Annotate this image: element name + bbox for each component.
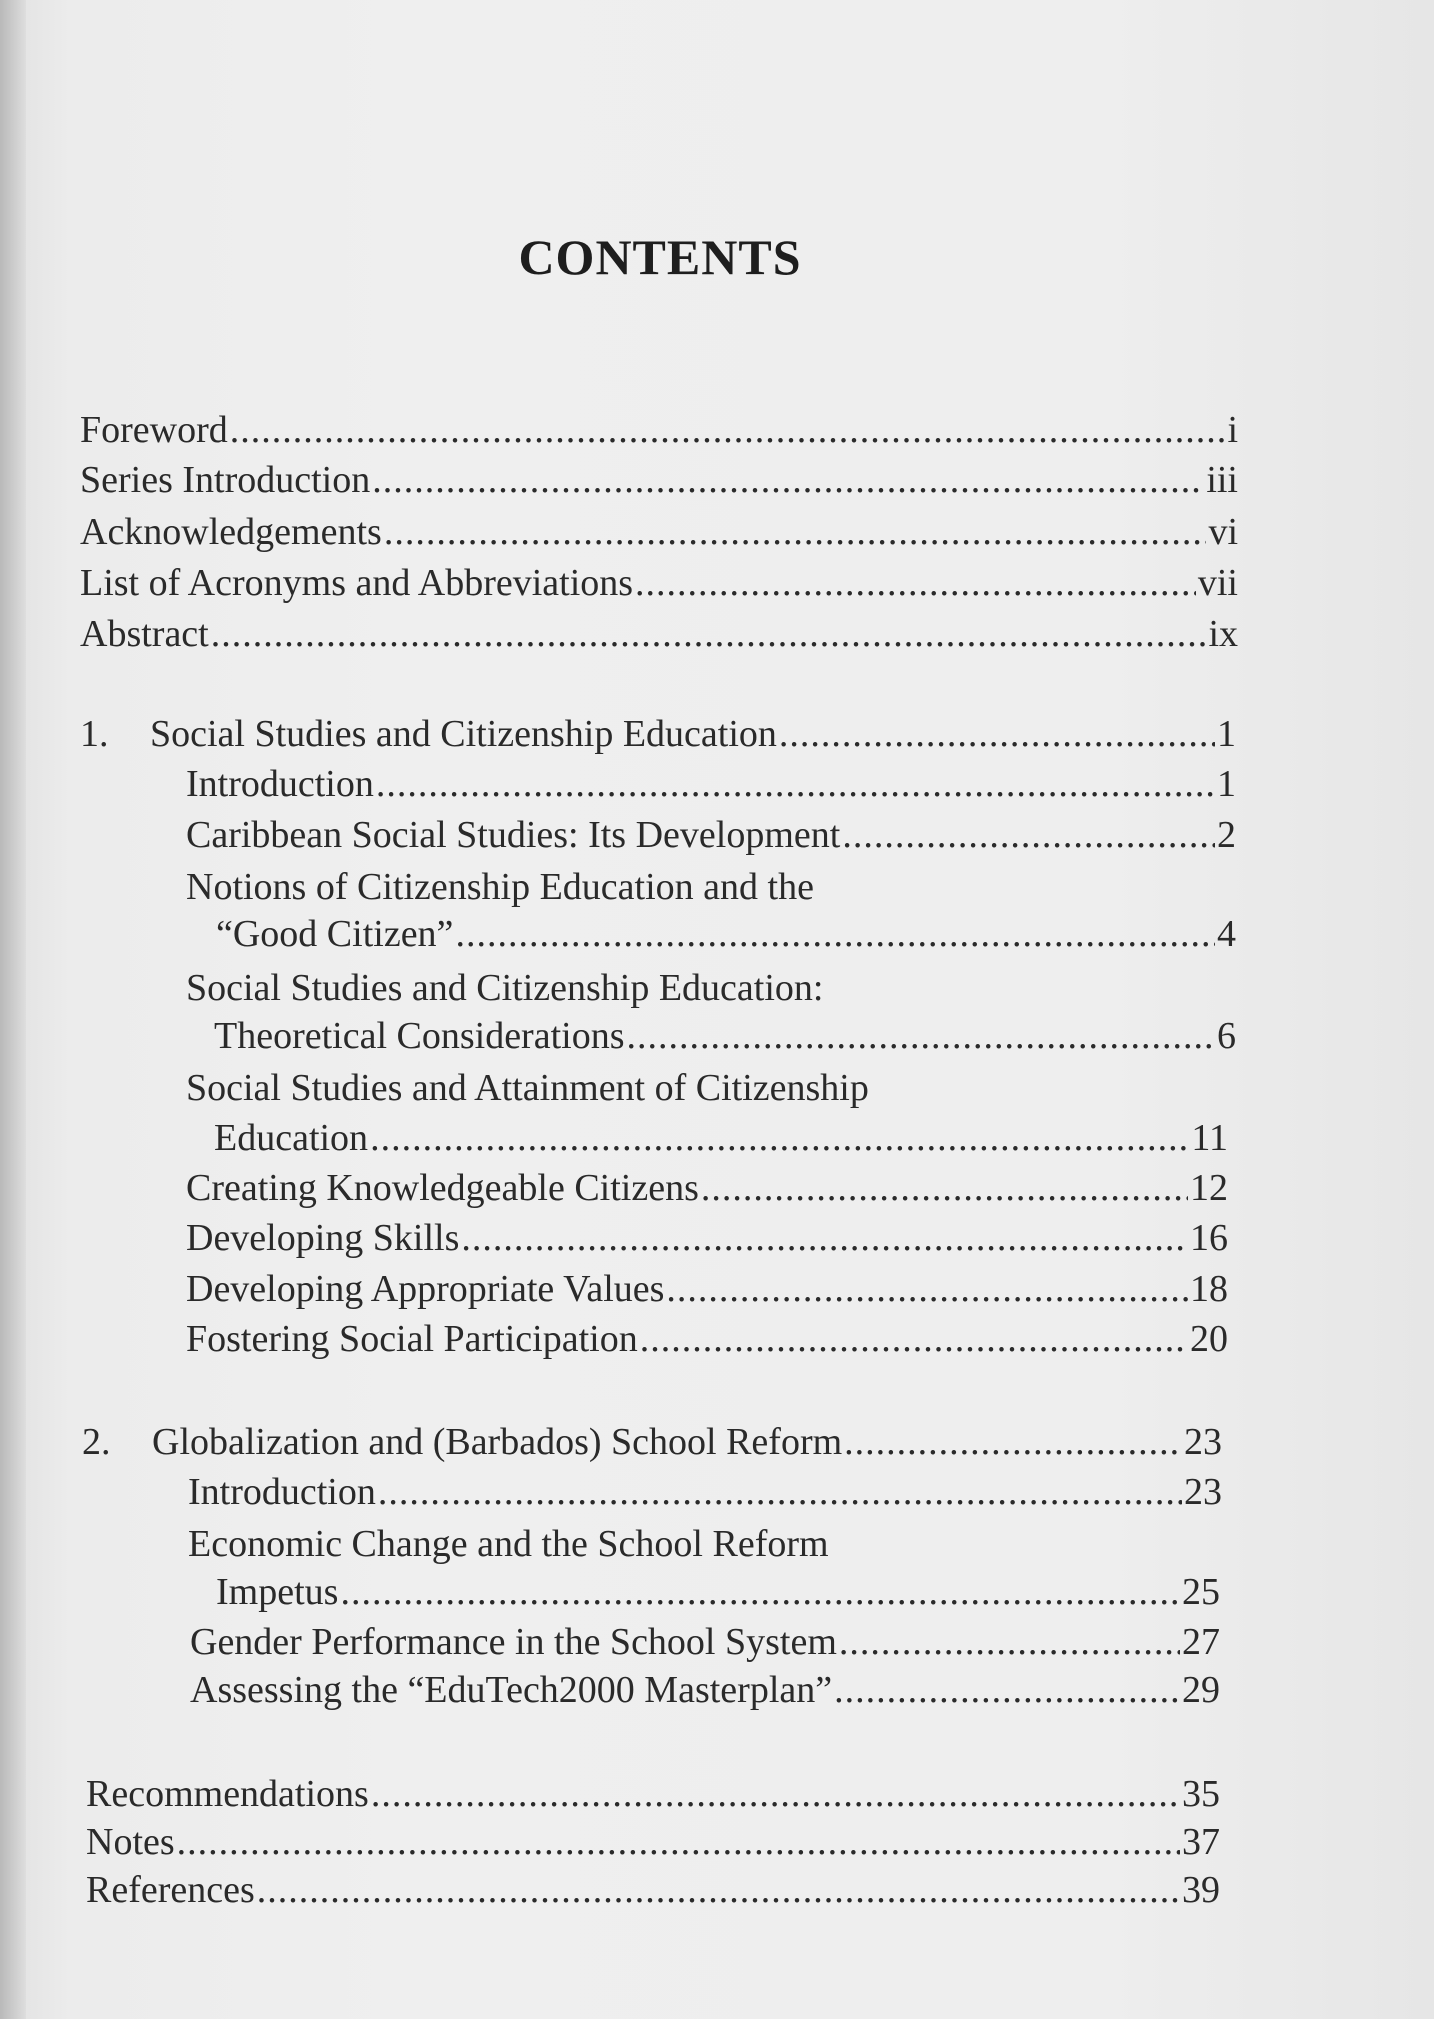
toc-entry-label: Education	[214, 1117, 369, 1159]
toc-section-caribbean-social-studies[interactable]	[186, 813, 1236, 857]
toc-entry-notes[interactable]	[86, 1820, 1220, 1864]
toc-section-label-line: Notions of Citizenship Education and the	[186, 866, 814, 908]
toc-page-number: i	[1227, 409, 1238, 451]
dot-leader	[834, 1668, 1180, 1712]
toc-page-number: 20	[1190, 1318, 1228, 1360]
toc-section-knowledgeable-citizens[interactable]	[186, 1166, 1228, 1210]
toc-page-number: iii	[1206, 459, 1238, 501]
toc-chapter-2[interactable]	[82, 1420, 1222, 1464]
toc-page-number: 4	[1217, 913, 1236, 955]
toc-entry-label: Gender Performance in the School System	[190, 1621, 837, 1663]
chapter-number: 2.	[82, 1421, 111, 1463]
toc-section-social-participation[interactable]	[186, 1317, 1228, 1361]
toc-section-theoretical-considerations[interactable]	[214, 1014, 1236, 1058]
toc-page-number: vi	[1208, 511, 1238, 553]
toc-entry-label: Series Introduction	[80, 459, 371, 501]
dot-leader	[372, 458, 1204, 502]
toc-page-number: 23	[1184, 1471, 1222, 1513]
dot-leader	[701, 1166, 1188, 1210]
toc-entry-label: Recommendations	[86, 1773, 369, 1815]
toc-page-number: 1	[1217, 713, 1236, 755]
toc-section-label-line: Social Studies and Attainment of Citizenship	[186, 1067, 869, 1109]
toc-entry-references[interactable]	[86, 1868, 1220, 1912]
toc-page-number: 25	[1182, 1571, 1220, 1613]
toc-entry-label: References	[86, 1869, 255, 1911]
chapter-number: 1.	[80, 713, 109, 755]
toc-entry-abstract[interactable]	[80, 612, 1238, 656]
toc-page-number: 18	[1190, 1268, 1228, 1310]
toc-page-number: 37	[1182, 1821, 1220, 1863]
toc-entry-label: Notes	[86, 1821, 175, 1863]
toc-section-appropriate-values[interactable]	[186, 1267, 1228, 1311]
dot-leader	[370, 1116, 1189, 1160]
dot-leader	[461, 1216, 1188, 1260]
dot-leader	[340, 1570, 1180, 1614]
toc-entry-label: Assessing the “EduTech2000 Masterplan”	[190, 1669, 833, 1711]
dot-leader	[378, 1470, 1182, 1514]
dot-leader	[844, 1420, 1182, 1464]
dot-leader	[211, 612, 1207, 656]
toc-section-label-line: Social Studies and Citizenship Education:	[186, 967, 824, 1009]
toc-entry-label: Foreword	[80, 409, 228, 451]
chapter-title: Globalization and (Barbados) School Reform	[152, 1421, 843, 1463]
toc-page-number: vii	[1197, 562, 1238, 604]
toc-section-introduction[interactable]	[186, 762, 1236, 806]
toc-page-number: 2	[1217, 814, 1236, 856]
toc-entry-label: Creating Knowledgeable Citizens	[186, 1167, 699, 1209]
toc-entry-foreword[interactable]	[80, 408, 1238, 452]
dot-leader	[257, 1868, 1180, 1912]
toc-section-introduction-2[interactable]	[188, 1470, 1222, 1514]
toc-section-impetus[interactable]	[216, 1570, 1220, 1614]
dot-leader	[666, 1267, 1188, 1311]
toc-chapter-1[interactable]	[80, 712, 1236, 756]
toc-page-number: 35	[1182, 1773, 1220, 1815]
dot-leader	[376, 762, 1215, 806]
toc-entry-label: Introduction	[186, 763, 374, 805]
toc-section-good-citizen[interactable]	[216, 912, 1236, 956]
toc-page-number: 23	[1184, 1421, 1222, 1463]
toc-page-number: 1	[1217, 763, 1236, 805]
toc-entry-series-introduction[interactable]	[80, 458, 1238, 502]
toc-page-number: 29	[1182, 1669, 1220, 1711]
toc-section-developing-skills[interactable]	[186, 1216, 1228, 1260]
toc-entry-label: Developing Skills	[186, 1217, 460, 1259]
toc-entry-label: “Good Citizen”	[216, 913, 454, 955]
toc-entry-label: Introduction	[188, 1471, 376, 1513]
chapter-title: Social Studies and Citizenship Education	[150, 713, 777, 755]
toc-entry-label: Fostering Social Participation	[186, 1318, 638, 1360]
toc-section-citizenship-education[interactable]	[214, 1116, 1228, 1160]
toc-section-gender-performance[interactable]	[190, 1620, 1220, 1664]
toc-section-label-line: Economic Change and the School Reform	[188, 1523, 829, 1565]
toc-page-number: 6	[1217, 1015, 1236, 1057]
toc-entry-acronyms[interactable]	[80, 561, 1238, 605]
dot-leader	[230, 408, 1226, 452]
dot-leader	[842, 813, 1215, 857]
toc-section-edutech-masterplan[interactable]	[190, 1668, 1220, 1712]
dot-leader	[640, 1317, 1188, 1361]
toc-entry-label: Developing Appropriate Values	[186, 1268, 665, 1310]
dot-leader	[177, 1820, 1180, 1864]
toc-entry-label: Caribbean Social Studies: Its Development	[186, 814, 841, 856]
toc-entry-label: Abstract	[80, 613, 209, 655]
toc-page-number: 16	[1190, 1217, 1228, 1259]
toc-entry-label: Impetus	[216, 1571, 339, 1613]
toc-entry-acknowledgements[interactable]	[80, 510, 1238, 554]
dot-leader	[384, 510, 1207, 554]
toc-page-number: 27	[1182, 1621, 1220, 1663]
toc-page-number: 11	[1191, 1117, 1228, 1159]
dot-leader	[627, 1014, 1216, 1058]
toc-page-number: ix	[1208, 613, 1238, 655]
toc-entry-label: List of Acronyms and Abbreviations	[80, 562, 634, 604]
dot-leader	[371, 1772, 1180, 1816]
dot-leader	[455, 912, 1215, 956]
dot-leader	[635, 561, 1196, 605]
toc-page-number: 39	[1182, 1869, 1220, 1911]
dot-leader	[779, 712, 1215, 756]
toc-entry-recommendations[interactable]	[86, 1772, 1220, 1816]
toc-page-number: 12	[1190, 1167, 1228, 1209]
dot-leader	[839, 1620, 1180, 1664]
toc-entry-label: Acknowledgements	[80, 511, 382, 553]
toc-entry-label: Theoretical Considerations	[214, 1015, 625, 1057]
page-title: CONTENTS	[518, 229, 802, 285]
